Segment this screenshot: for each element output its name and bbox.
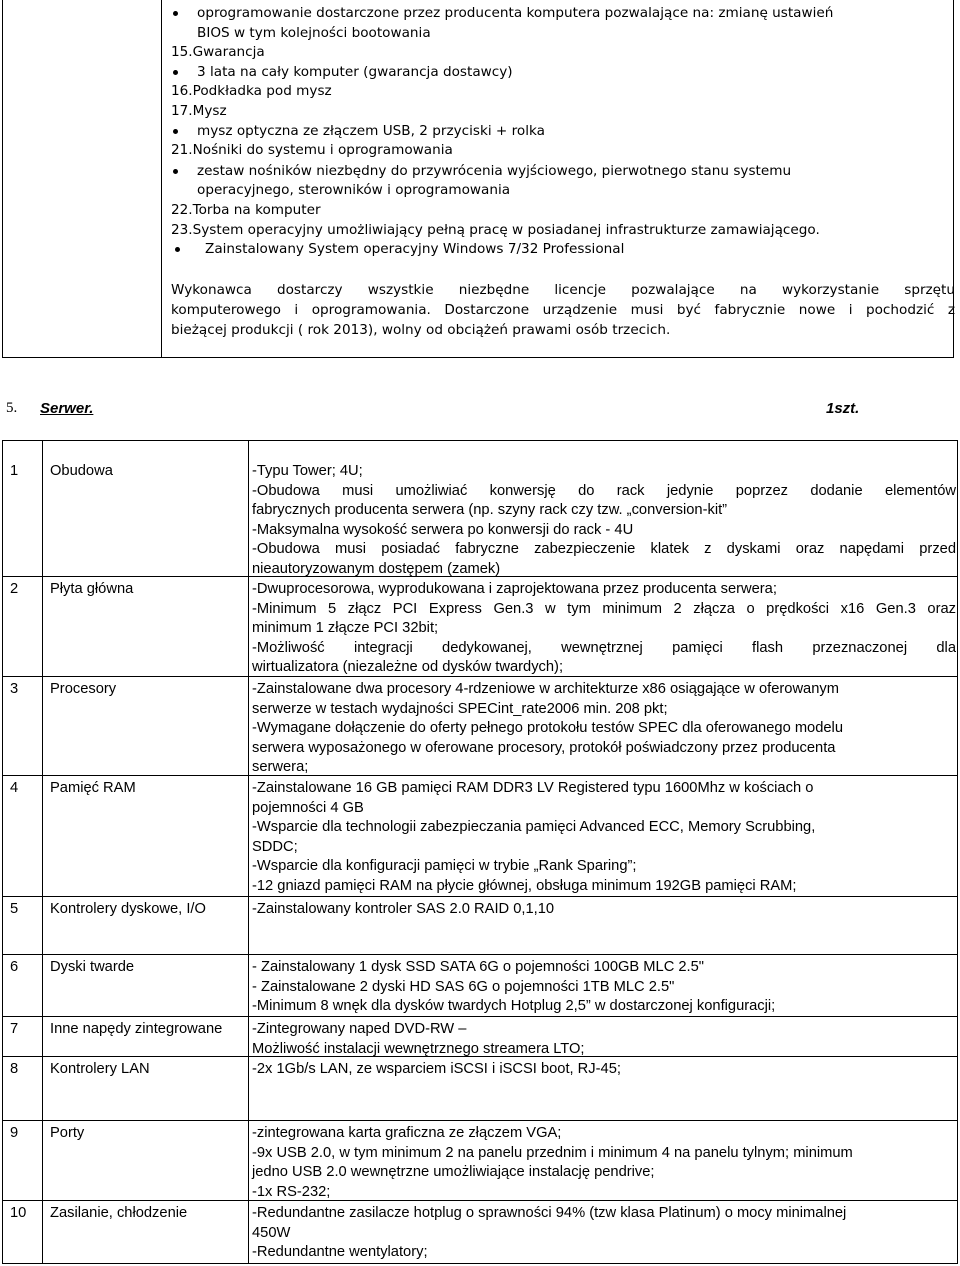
- row-number: 2: [10, 581, 19, 597]
- component-name: Inne napędy zintegrowane: [50, 1021, 223, 1037]
- table-row-line: [2, 1016, 958, 1017]
- section-number: 5.: [6, 400, 18, 416]
- component-name: Zasilanie, chłodzenie: [50, 1205, 188, 1221]
- table-row-line: [2, 1056, 958, 1057]
- table-row-line: [2, 954, 958, 955]
- spec-line: zestaw nośników niezbędny do przywrócenia wyjściowego, pierwotnego stanu systemu: [197, 163, 792, 179]
- requirement-line: -Obudowa musi posiadać fabryczne zabezpieczenie klatek z dyskami oraz napędami przed: [252, 541, 956, 557]
- requirement-line: nieautoryzowanym dostępem (zamek): [252, 560, 501, 577]
- requirement-line: pojemności 4 GB: [252, 799, 364, 816]
- component-requirements: [252, 580, 956, 678]
- requirement-line: -Minimum 8 wnęk dla dysków twardych Hotplug 2,5” w dostarczonej konfiguracji;: [252, 998, 776, 1014]
- component-requirements: [252, 958, 956, 1017]
- requirement-line: 450W: [252, 1224, 291, 1241]
- requirement-line: -Minimum 5 złącz PCI Express Gen.3 w tym minimum 2 złącza o prędkości x16 Gen.3 oraz: [252, 600, 956, 617]
- requirement-line: - Zainstalowane 2 dyski HD SAS 6G o pojemności 1TB MLC 2.5": [252, 978, 675, 995]
- component-requirements: [252, 900, 956, 920]
- requirement-line: minimum 1 złącze PCI 32bit;: [252, 620, 439, 636]
- spec-line: 21.Nośniki do systemu i oprogramowania: [171, 142, 453, 158]
- requirement-line: -1x RS-232;: [252, 1183, 331, 1200]
- table-column-line: [2, 440, 3, 1263]
- row-number: 4: [10, 780, 19, 796]
- requirement-line: -Redundantne zasilacze hotplug o sprawności 94% (tzw klasa Platinum) o mocy minimalnej: [252, 1205, 847, 1221]
- paragraph-line: komputerowego i oprogramowania. Dostarczone urządzenie musi być fabrycznie nowe i pochodzić z: [171, 302, 955, 318]
- requirement-line: -Wsparcie dla konfiguracji pamięci w trybie „Rank Sparing”;: [252, 858, 637, 874]
- bullet-icon: [173, 70, 178, 75]
- requirement-line: -Dwuprocesorowa, wyprodukowana i zaprojektowana przez producenta serwera;: [252, 581, 777, 597]
- previous-spec-table: [2, 0, 954, 358]
- table-column-line: [248, 440, 249, 1263]
- component-requirements: [252, 1124, 956, 1202]
- bullet-icon: [175, 247, 180, 252]
- requirement-line: -Maksymalna wysokość serwera po konwersji do rack - 4U: [252, 521, 634, 538]
- requirement-line: -Zainstalowane dwa procesory 4-rdzeniowe w architekturze x86 osiągające w oferowanym: [252, 681, 839, 697]
- spec-line: 23.System operacyjny umożliwiający pełną pracę w posiadanej infrastrukturze zamawiającego.: [171, 222, 820, 238]
- component-name: Porty: [50, 1125, 85, 1141]
- spec-line: 17.Mysz: [171, 103, 227, 119]
- requirement-line: fabrycznych producenta serwera (np. szyny rack czy tzw. „conversion-kit”: [252, 502, 728, 518]
- requirement-line: -Możliwość integracji dedykowanej, wewnętrznej pamięci flash przeznaczonej dla: [252, 639, 956, 656]
- table-row-line: [2, 576, 958, 577]
- spec-line: Zainstalowany System operacyjny Windows 7/32 Professional: [205, 241, 625, 257]
- row-number: 6: [10, 959, 19, 975]
- table-row-line: [2, 676, 958, 677]
- component-requirements: [252, 779, 956, 896]
- row-number: 7: [10, 1021, 19, 1037]
- row-number: 5: [10, 901, 19, 917]
- row-number: 10: [10, 1205, 27, 1221]
- bullet-icon: [173, 11, 178, 16]
- paragraph-line: Wykonawca dostarczy wszystkie niezbędne licencje pozwalające na wykorzystanie sprzętu: [171, 282, 955, 298]
- component-name: Obudowa: [50, 463, 113, 479]
- requirement-line: wirtualizatora (niezależne od dysków twardych);: [252, 659, 564, 675]
- requirement-line: Możliwość instalacji wewnętrznego streamera LTO;: [252, 1040, 585, 1057]
- section-title: Serwer.: [40, 400, 94, 417]
- requirement-line: -Typu Tower; 4U;: [252, 463, 363, 479]
- component-requirements: [252, 1204, 956, 1263]
- bullet-icon: [173, 169, 178, 174]
- requirement-line: -2x 1Gb/s LAN, ze wsparciem iSCSI i iSCSI boot, RJ-45;: [252, 1061, 621, 1077]
- component-name: Pamięć RAM: [50, 780, 136, 796]
- requirement-line: jedno USB 2.0 wewnętrzne umożliwiające instalację pendrive;: [252, 1164, 655, 1180]
- component-name: Płyta główna: [50, 581, 134, 597]
- table-column-line: [42, 440, 43, 1263]
- component-requirements: [252, 680, 956, 778]
- table-row-line: [2, 440, 958, 441]
- component-name: Kontrolery LAN: [50, 1061, 150, 1077]
- spec-line: oprogramowanie dostarczone przez producenta komputera pozwalające na: zmianę ustawień: [197, 5, 834, 21]
- component-requirements: [252, 462, 956, 579]
- spec-line: 16.Podkładka pod mysz: [171, 83, 332, 99]
- spec-line: mysz optyczna ze złączem USB, 2 przyciski + rolka: [197, 123, 545, 139]
- requirement-line: -Zintegrowany naped DVD-RW –: [252, 1021, 467, 1037]
- requirement-line: serwera;: [252, 759, 309, 775]
- column-divider: [161, 0, 162, 357]
- table-row-line: [2, 775, 958, 776]
- component-name: Kontrolery dyskowe, I/O: [50, 901, 206, 917]
- component-name: Dyski twarde: [50, 959, 135, 975]
- component-requirements: [252, 1060, 956, 1080]
- requirement-line: -Obudowa musi umożliwiać konwersję do rack jedynie poprzez dodanie elementów: [252, 482, 956, 499]
- row-number: 9: [10, 1125, 19, 1141]
- requirement-line: -zintegrowana karta graficzna ze złączem VGA;: [252, 1125, 562, 1141]
- spec-line: operacyjnego, sterowników i oprogramowania: [197, 182, 511, 198]
- requirement-line: -Wymagane dołączenie do oferty pełnego protokołu testów SPEC dla oferowanego modelu: [252, 720, 843, 736]
- requirement-line: -12 gniazd pamięci RAM na płycie głównej, obsługa minimum 192GB pamięci RAM;: [252, 877, 797, 894]
- component-name: Procesory: [50, 681, 117, 697]
- table-row-line: [2, 1263, 958, 1264]
- requirement-line: -Redundantne wentylatory;: [252, 1244, 428, 1260]
- table-row-line: [2, 896, 958, 897]
- requirement-line: -Zainstalowany kontroler SAS 2.0 RAID 0,1,10: [252, 901, 555, 917]
- requirement-line: SDDC;: [252, 838, 298, 855]
- spec-line: 15.Gwarancja: [171, 44, 265, 60]
- spec-line: 22.Torba na komputer: [171, 202, 321, 218]
- requirement-line: -Zainstalowane 16 GB pamięci RAM DDR3 LV Registered typu 1600Mhz w kościach o: [252, 780, 814, 796]
- requirement-line: -9x USB 2.0, w tym minimum 2 na panelu przednim i minimum 4 na panelu tylnym; minimum: [252, 1144, 853, 1161]
- table-column-line: [957, 440, 958, 1263]
- paragraph-line: bieżącej produkcji ( rok 2013), wolny od obciążeń prawami osób trzecich.: [171, 322, 671, 338]
- requirement-line: serwerze w testach wydajności SPECint_rate2006 min. 208 pkt;: [252, 700, 668, 717]
- row-number: 1: [10, 463, 19, 479]
- bullet-icon: [173, 129, 178, 134]
- requirement-line: serwera wyposażonego w oferowane procesory, protokół poświadczony przez producenta: [252, 739, 836, 756]
- section-quantity: 1szt.: [826, 400, 860, 417]
- spec-line: BIOS w tym kolejności bootowania: [197, 25, 431, 41]
- license-paragraph: [171, 280, 955, 340]
- component-requirements: [252, 1020, 956, 1059]
- row-number: 8: [10, 1061, 19, 1077]
- row-number: 3: [10, 681, 19, 697]
- spec-line: 3 lata na cały komputer (gwarancja dostawcy): [197, 64, 513, 80]
- table-row-line: [2, 1200, 958, 1201]
- requirement-line: -Wsparcie dla technologii zabezpieczania pamięci Advanced ECC, Memory Scrubbing,: [252, 819, 816, 835]
- table-row-line: [2, 1120, 958, 1121]
- requirement-line: - Zainstalowany 1 dysk SSD SATA 6G o pojemności 100GB MLC 2.5": [252, 959, 705, 975]
